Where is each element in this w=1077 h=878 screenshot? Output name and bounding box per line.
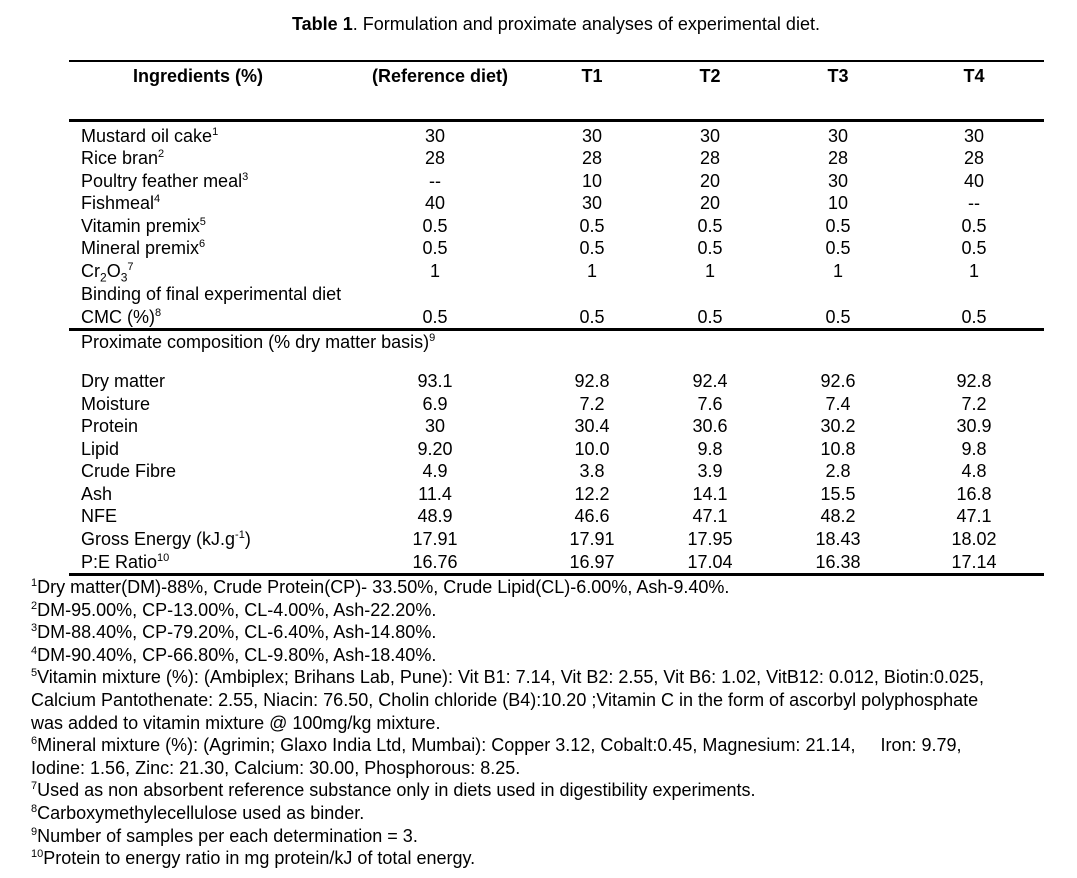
cell: 20 [699,193,721,213]
table-row [0,528,1077,550]
cell: 48.2 [820,506,856,526]
row-label: Fishmeal$^4$ [81,193,161,213]
cell: 10.8 [820,439,856,459]
footnote-5: $^5$Vitamin mixture (%): (Ambiplex; Brihans Lab, Pune): Vit B1: 7.14, Vit B2: 2.55, Vit B6: 1.02, VitB12: 0.012, Biotin:0.025, [31,667,984,688]
cell: 4.9 [422,461,448,481]
footnote-5-line-2: Calcium Pantothenate: 2.55, Niacin: 76.50, Cholin chloride (B4):10.20 ;Vitamin C in the form of ascorbyl polyphosphate [31,689,979,710]
cell: 1 [704,261,716,281]
table-row [0,551,1077,573]
cell: 7.2 [961,394,987,414]
table-row [0,192,1077,214]
cell: 48.9 [417,506,453,526]
footnotes [31,576,1071,870]
cell: 30 [581,126,603,146]
footnote-7: $^7$Used as non absorbent reference substance only in diets used in digestibility experiments. [31,780,756,801]
cell: 47.1 [956,506,992,526]
cell: 0.5 [961,307,987,327]
cell: 28 [699,148,721,168]
table-row [0,147,1077,169]
cell: -- [968,193,980,213]
row-label: Lipid [81,439,120,459]
table-number: Table 1 [292,14,353,34]
row-label: Ash [81,484,113,504]
cell: 14.1 [692,484,728,504]
cell: 28 [963,148,985,168]
cell: 17.14 [951,552,997,572]
cell: 40 [963,171,985,191]
cell: 6.9 [422,394,448,414]
header-ingredients: Ingredients (%) [133,66,264,86]
cell: 10.0 [574,439,610,459]
footnote-2: $^2$DM-95.00%, CP-13.00%, CL-4.00%, Ash-22.20%. [31,599,437,620]
cell: 46.6 [574,506,610,526]
cell: 92.6 [820,371,856,391]
footnote-1: $^1$Dry matter(DM)-88%, Crude Protein(CP)- 33.50%, Crude Lipid(CL)-6.00%, Ash-9.40%. [31,577,730,597]
cell: 18.02 [951,529,997,549]
cell: 28 [581,148,603,168]
cell: 16.8 [956,484,992,504]
cell: 28 [424,148,446,168]
cell: 30 [424,416,446,436]
row-label: Mineral premix$^6$ [81,238,206,258]
table-row [0,415,1077,437]
cell: 0.5 [579,238,605,258]
cell: 20 [699,171,721,191]
cell: 0.5 [422,307,448,327]
header-reference-diet: (Reference diet) [371,66,509,86]
footnote-6: $^6$Mineral mixture (%): (Agrimin; Glaxo India Ltd, Mumbai): Copper 3.12, Cobalt:0.45, Magnesium: 21.14, Iron: 9.79, [31,735,962,756]
footnote-3: $^3$DM-88.40%, CP-79.20%, CL-6.40%, Ash-14.80%. [31,622,437,643]
footnote-10: $^{10}$Protein to energy ratio in mg protein/kJ of total energy. [31,848,476,869]
cell: 92.8 [956,371,992,391]
cell: 16.97 [569,552,615,572]
cell: 15.5 [820,484,856,504]
cell: 0.5 [961,238,987,258]
cell: 92.4 [692,371,728,391]
cell: 0.5 [422,216,448,236]
table-row [0,393,1077,415]
cell: 92.8 [574,371,610,391]
row-label: Mustard oil cake$^1$ [81,126,219,146]
cell: 4.8 [961,461,987,481]
cell: -- [429,171,441,191]
cell: 17.04 [687,552,733,572]
table-caption [0,13,1077,35]
header-t1: T1 [581,66,603,86]
cell: 0.5 [697,238,723,258]
row-label: Poultry feather meal$^3$ [81,171,249,191]
section-heading-proximate [0,331,1077,353]
cell: 0.5 [697,216,723,236]
table-row [0,460,1077,482]
cell: 40 [424,193,446,213]
cell: 30.2 [820,416,856,436]
cell: 30 [581,193,603,213]
cell: 0.5 [579,307,605,327]
table-row [0,237,1077,259]
section-heading-binding [0,283,1077,305]
row-label: Protein [81,416,139,436]
cell: 0.5 [422,238,448,258]
cell: 30.6 [692,416,728,436]
table-row [0,170,1077,192]
cell: 30.4 [574,416,610,436]
cell: 3.9 [697,461,723,481]
cell: 0.5 [825,216,851,236]
cell: 18.43 [815,529,861,549]
cell: 12.2 [574,484,610,504]
table-row [0,215,1077,237]
cell: 11.4 [418,484,452,504]
cell: 47.1 [692,506,728,526]
cell: 9.8 [697,439,723,459]
row-label: CMC (%)$^8$ [81,307,162,327]
cell: 0.5 [825,238,851,258]
cell: 1 [586,261,598,281]
row-label: NFE [81,506,117,526]
cell: 17.95 [687,529,733,549]
cell: 30 [963,126,985,146]
cell: 17.91 [569,529,615,549]
table-row [0,125,1077,147]
cell: 9.20 [417,439,453,459]
footnote-8: $^8$Carboxymethylecellulose used as binder. [31,802,365,823]
header-t2: T2 [699,66,721,86]
cell: 1 [968,261,980,281]
cell: 16.38 [815,552,861,572]
footnote-5-line-3: was added to vitamin mixture @ 100mg/kg mixture. [31,712,441,733]
cell: 30 [699,126,721,146]
row-label: Vitamin premix$^5$ [81,216,206,236]
header-t3: T3 [827,66,849,86]
cell: 3.8 [579,461,605,481]
row-label: Proximate composition (% dry matter basis)$^9$ [81,332,436,352]
cell: 7.4 [825,394,851,414]
cell: 0.5 [825,307,851,327]
row-label: Binding of final experimental diet [81,284,342,304]
row-label: Rice bran$^2$ [81,148,165,168]
row-label: Gross Energy $(kJ.g^{-1})$ [81,529,251,549]
table-row [0,370,1077,392]
row-label: $Cr_2O_3^7$ [81,261,134,285]
cell: 30 [827,171,849,191]
cell: 1 [429,261,441,281]
top-rule [69,60,1044,62]
row-label: P:E Ratio$^{10}$ [81,552,170,572]
cell: 10 [827,193,849,213]
cell: 30.9 [956,416,992,436]
cell: 9.8 [961,439,987,459]
row-label: Moisture [81,394,151,414]
cell: 2.8 [825,461,851,481]
table-title: . Formulation and proximate analyses of experimental diet. [352,14,820,34]
footnote-9: $^9$Number of samples per each determination = 3. [31,825,418,846]
row-label: Crude Fibre [81,461,177,481]
row-label: Dry matter [81,371,166,391]
table-row [0,438,1077,460]
cell: 30 [424,126,446,146]
table-row [0,483,1077,505]
cell: 7.2 [579,394,605,414]
cell: 0.5 [961,216,987,236]
cell: 0.5 [697,307,723,327]
cell: 93.1 [417,371,453,391]
table-row [0,306,1077,328]
cell: 1 [832,261,844,281]
cell: 16.76 [412,552,458,572]
table-row [0,505,1077,527]
header-t4: T4 [963,66,985,86]
footnote-4: $^4$DM-90.40%, CP-66.80%, CL-9.80%, Ash-18.40%. [31,644,437,665]
header-rule [69,119,1044,122]
cell: 10 [581,171,603,191]
cell: 28 [827,148,849,168]
cell: 30 [827,126,849,146]
table-row [0,260,1077,285]
cell: 7.6 [697,394,723,414]
footnote-6-line-2: Iodine: 1.56, Zinc: 21.30, Calcium: 30.00, Phosphorous: 8.25. [31,757,521,778]
cell: 0.5 [579,216,605,236]
cell: 17.91 [412,529,458,549]
